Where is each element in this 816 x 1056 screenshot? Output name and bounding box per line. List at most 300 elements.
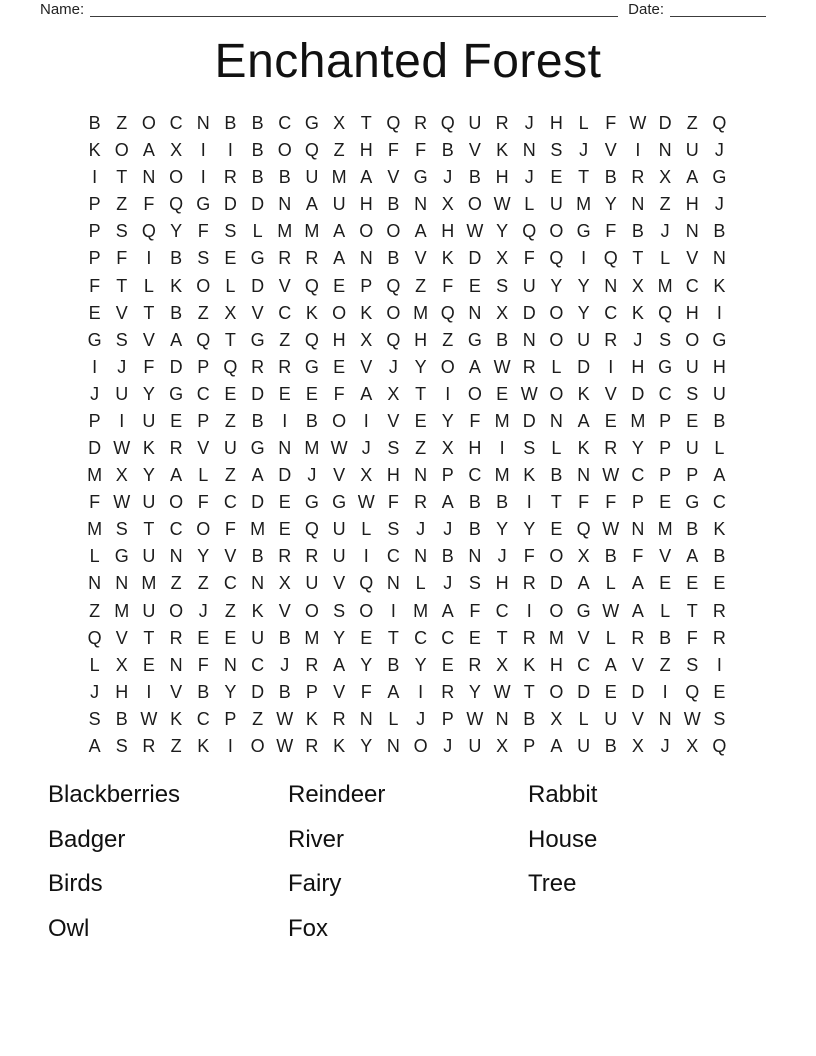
grid-letter: E [686, 573, 699, 594]
grid-letter: O [277, 140, 292, 161]
grid-letter: X [496, 302, 509, 323]
grid-letter: X [224, 302, 237, 323]
grid-letter: N [631, 519, 645, 540]
grid-letter: O [549, 681, 564, 702]
grid-letter: Q [603, 248, 618, 269]
grid-letter: U [305, 167, 319, 188]
grid-letter: S [686, 654, 699, 675]
grid-letter: W [493, 681, 511, 702]
grid-letter: R [278, 356, 292, 377]
grid-letter: F [442, 275, 454, 296]
grid-letter: U [604, 708, 618, 729]
grid-letter: O [549, 383, 564, 404]
grid-letter: Q [549, 248, 564, 269]
grid-letter: V [170, 681, 183, 702]
grid-letter: V [686, 248, 699, 269]
grid-letter: X [441, 194, 454, 215]
grid-letter: E [333, 356, 346, 377]
grid-letter: Y [496, 221, 509, 242]
grid-letter: K [305, 708, 318, 729]
grid-letter: N [386, 573, 400, 594]
grid-letter: O [359, 221, 374, 242]
grid-letter: U [251, 627, 265, 648]
grid-letter: N [169, 546, 183, 567]
grid-letter: Z [224, 410, 236, 431]
grid-letter: A [631, 600, 644, 621]
grid-letter: P [686, 465, 699, 486]
grid-letter: R [169, 627, 183, 648]
grid-letter: V [197, 438, 210, 459]
grid-letter: Y [441, 410, 454, 431]
grid-letter: K [170, 275, 183, 296]
grid-letter: A [170, 465, 183, 486]
grid-letter: I [499, 438, 505, 459]
grid-letter: E [414, 410, 427, 431]
grid-letter: H [332, 329, 346, 350]
grid-letter: Y [577, 302, 590, 323]
grid-letter: Y [414, 356, 427, 377]
grid-letter: L [551, 356, 562, 377]
grid-letter: U [223, 438, 237, 459]
grid-letter: R [522, 627, 536, 648]
grid-letter: L [660, 248, 671, 269]
grid-letter: C [169, 519, 183, 540]
grid-letter: D [251, 275, 265, 296]
grid-letter: R [468, 654, 482, 675]
grid-letter: B [224, 113, 237, 134]
grid-letter: M [277, 221, 293, 242]
grid-letter: S [659, 329, 672, 350]
grid-letter: K [251, 600, 264, 621]
grid-letter: B [468, 492, 481, 513]
grid-letter: V [631, 708, 644, 729]
grid-letter: O [196, 519, 211, 540]
grid-letter: Z [279, 329, 291, 350]
grid-letter: E [278, 519, 291, 540]
grid-letter: G [250, 329, 265, 350]
grid-letter: O [685, 329, 700, 350]
grid-letter: A [577, 573, 590, 594]
grid-letter: I [227, 735, 233, 756]
grid-letter: E [224, 627, 237, 648]
grid-letter: R [332, 708, 346, 729]
grid-letter: O [386, 302, 401, 323]
grid-letter: F [605, 113, 617, 134]
grid-letter: M [250, 519, 266, 540]
grid-letter: S [496, 275, 509, 296]
grid-letter: R [223, 167, 237, 188]
grid-letter: E [604, 681, 617, 702]
grid-letter: L [252, 221, 263, 242]
grid-letter: E [496, 383, 509, 404]
grid-letter: G [250, 438, 265, 459]
grid-letter: Z [659, 194, 671, 215]
grid-letter: N [414, 465, 428, 486]
grid-letter: V [659, 546, 672, 567]
grid-letter: G [413, 167, 428, 188]
grid-letter: O [332, 302, 347, 323]
grid-letter: N [359, 248, 373, 269]
grid-letter: Q [169, 194, 184, 215]
grid-letter: F [578, 492, 590, 513]
grid-letter: H [468, 438, 482, 459]
grid-letter: C [658, 383, 672, 404]
grid-letter: J [714, 140, 724, 161]
grid-letter: Q [386, 275, 401, 296]
grid-letter: T [224, 329, 236, 350]
grid-letter: Q [440, 302, 455, 323]
grid-letter: D [88, 438, 102, 459]
grid-letter: H [549, 654, 563, 675]
grid-letter: D [549, 573, 563, 594]
grid-letter: O [549, 302, 564, 323]
grid-letter: K [170, 708, 183, 729]
grid-letter: X [659, 167, 672, 188]
grid-letter: V [333, 573, 346, 594]
grid-letter: Z [415, 438, 427, 459]
grid-letter: G [169, 383, 184, 404]
grid-letter: Q [359, 573, 374, 594]
grid-letter: C [223, 492, 237, 513]
grid-letter: X [496, 248, 509, 269]
grid-letter: T [116, 275, 128, 296]
grid-letter: F [415, 140, 427, 161]
grid-letter: G [304, 492, 319, 513]
grid-letter: C [685, 275, 699, 296]
grid-letter: N [495, 708, 509, 729]
grid-letter: N [278, 438, 292, 459]
grid-letter: L [198, 465, 209, 486]
grid-letter: X [115, 654, 128, 675]
grid-letter: K [142, 438, 155, 459]
grid-letter: E [360, 627, 373, 648]
grid-letter: Z [224, 600, 236, 621]
grid-letter: R [305, 735, 319, 756]
grid-letter: I [526, 492, 532, 513]
grid-letter: F [197, 221, 209, 242]
grid-letter: Z [252, 708, 264, 729]
grid-letter: F [143, 356, 155, 377]
grid-letter: I [146, 681, 152, 702]
grid-letter: B [278, 681, 291, 702]
grid-letter: U [468, 735, 482, 756]
grid-letter: K [305, 302, 318, 323]
grid-letter: H [685, 302, 699, 323]
grid-letter: N [549, 410, 563, 431]
grid-letter: T [415, 383, 427, 404]
grid-letter: U [142, 600, 156, 621]
word-list-item: House [528, 825, 598, 853]
grid-letter: E [197, 627, 210, 648]
grid-letter: L [388, 708, 399, 729]
grid-letter: E [224, 248, 237, 269]
grid-letter: O [250, 735, 265, 756]
grid-letter: X [496, 654, 509, 675]
grid-letter: T [523, 681, 535, 702]
grid-letter: K [631, 302, 644, 323]
grid-letter: V [278, 275, 291, 296]
grid-letter: Z [442, 329, 454, 350]
grid-letter: H [495, 573, 509, 594]
grid-letter: R [278, 546, 292, 567]
grid-letter: G [685, 492, 700, 513]
grid-letter: X [387, 383, 400, 404]
grid-letter: W [113, 492, 131, 513]
grid-letter: C [223, 573, 237, 594]
grid-letter: Y [360, 654, 373, 675]
grid-letter: F [632, 546, 644, 567]
grid-letter: E [170, 410, 183, 431]
grid-letter: M [413, 600, 429, 621]
grid-letter: S [115, 221, 128, 242]
grid-letter: Z [197, 302, 209, 323]
grid-letter: Y [631, 438, 644, 459]
grid-letter: I [92, 356, 98, 377]
grid-letter: X [577, 546, 590, 567]
grid-letter: Z [224, 465, 236, 486]
grid-letter: I [662, 681, 668, 702]
grid-letter: E [659, 492, 672, 513]
grid-letter: S [333, 600, 346, 621]
grid-letter: Y [142, 465, 155, 486]
grid-letter: L [361, 519, 372, 540]
grid-letter: H [359, 140, 373, 161]
grid-letter: A [360, 167, 373, 188]
grid-letter: O [114, 140, 129, 161]
grid-letter: N [359, 708, 373, 729]
grid-letter: S [115, 519, 128, 540]
grid-letter: O [549, 329, 564, 350]
grid-letter: W [357, 492, 375, 513]
word-list-item: Birds [48, 870, 103, 897]
grid-letter: R [414, 492, 428, 513]
grid-letter: F [89, 492, 101, 513]
grid-letter: E [224, 383, 237, 404]
grid-letter: J [307, 465, 317, 486]
grid-letter: A [631, 573, 644, 594]
grid-letter: U [468, 113, 482, 134]
grid-letter: C [386, 546, 400, 567]
grid-letter: K [441, 248, 454, 269]
grid-letter: R [712, 600, 726, 621]
grid-letter: K [713, 519, 726, 540]
grid-letter: M [494, 465, 510, 486]
grid-letter: G [114, 546, 129, 567]
word-list-column [288, 773, 528, 951]
grid-letter: Q [304, 329, 319, 350]
grid-letter: P [523, 735, 536, 756]
grid-letter: E [142, 654, 155, 675]
grid-letter: R [604, 329, 618, 350]
grid-letter: O [169, 167, 184, 188]
word-list-item: Badger [48, 825, 126, 853]
grid-letter: Q [304, 275, 319, 296]
grid-letter: N [223, 654, 237, 675]
grid-letter: F [605, 221, 617, 242]
grid-letter: N [142, 167, 156, 188]
grid-letter: M [114, 600, 130, 621]
grid-letter: N [658, 708, 672, 729]
grid-letter: I [363, 410, 369, 431]
grid-letter: B [251, 410, 264, 431]
grid-letter: F [469, 600, 481, 621]
grid-letter: D [251, 681, 265, 702]
grid-letter: D [658, 113, 672, 134]
word-list-item: Fox [288, 914, 329, 942]
grid-letter: V [387, 410, 400, 431]
grid-letter: B [604, 735, 617, 756]
grid-letter: B [88, 113, 101, 134]
grid-letter: Y [604, 194, 617, 215]
grid-letter: D [577, 356, 591, 377]
grid-letter: X [360, 465, 373, 486]
grid-letter: F [387, 140, 399, 161]
grid-letter: N [115, 573, 129, 594]
grid-letter: V [468, 140, 481, 161]
grid-letter: Q [658, 302, 673, 323]
grid-letter: O [413, 735, 428, 756]
grid-letter: V [414, 248, 427, 269]
grid-letter: I [418, 681, 424, 702]
grid-letter: G [712, 329, 727, 350]
grid-letter: W [466, 221, 484, 242]
grid-letter: A [577, 410, 590, 431]
grid-letter: H [712, 356, 726, 377]
grid-letter: O [196, 275, 211, 296]
grid-letter: C [251, 654, 265, 675]
grid-letter: L [89, 654, 100, 675]
grid-letter: I [363, 546, 369, 567]
grid-letter: J [714, 194, 724, 215]
grid-letter: Q [522, 221, 537, 242]
grid-letter: C [278, 113, 292, 134]
grid-letter: B [604, 167, 617, 188]
grid-letter: E [441, 654, 454, 675]
grid-letter: B [115, 708, 128, 729]
grid-letter: U [685, 140, 699, 161]
grid-letter: P [197, 410, 210, 431]
grid-letter: E [468, 627, 481, 648]
name-blank-line [90, 1, 618, 17]
grid-letter: R [441, 681, 455, 702]
grid-letter: V [224, 546, 237, 567]
grid-letter: X [631, 735, 644, 756]
grid-letter: N [658, 140, 672, 161]
grid-letter: D [278, 465, 292, 486]
grid-letter: V [251, 302, 264, 323]
grid-letter: E [88, 302, 101, 323]
grid-letter: I [716, 302, 722, 323]
grid-letter: F [523, 546, 535, 567]
grid-letter: S [115, 329, 128, 350]
grid-letter: J [90, 383, 100, 404]
grid-letter: J [280, 654, 290, 675]
grid-letter: A [414, 221, 427, 242]
grid-letter: V [577, 627, 590, 648]
grid-letter: B [659, 627, 672, 648]
grid-letter: B [468, 519, 481, 540]
grid-letter: M [576, 194, 592, 215]
grid-letter: U [332, 194, 346, 215]
header [40, 1, 766, 19]
grid-letter: R [278, 248, 292, 269]
grid-letter: B [550, 465, 563, 486]
grid-letter: H [685, 194, 699, 215]
grid-letter: Z [686, 113, 698, 134]
grid-letter: T [143, 627, 155, 648]
grid-letter: F [523, 248, 535, 269]
grid-letter: W [140, 708, 158, 729]
grid-letter: X [550, 708, 563, 729]
grid-letter: L [714, 438, 725, 459]
grid-letter: B [387, 654, 400, 675]
grid-letter: K [360, 302, 373, 323]
word-list-item: Rabbit [528, 781, 598, 808]
grid-letter: T [387, 627, 399, 648]
grid-letter: S [224, 221, 237, 242]
grid-letter: F [116, 248, 128, 269]
grid-letter: V [360, 356, 373, 377]
grid-letter: I [119, 410, 125, 431]
grid-letter: U [142, 546, 156, 567]
grid-letter: J [416, 708, 426, 729]
grid-letter: R [522, 573, 536, 594]
grid-letter: E [305, 383, 318, 404]
grid-letter: A [333, 248, 346, 269]
grid-letter: I [445, 383, 451, 404]
grid-letter: N [468, 302, 482, 323]
grid-letter: E [713, 573, 726, 594]
grid-letter: S [88, 708, 101, 729]
grid-letter: K [88, 140, 101, 161]
grid-letter: V [631, 654, 644, 675]
grid-letter: M [331, 167, 347, 188]
grid-letter: C [278, 302, 292, 323]
grid-letter: I [390, 600, 396, 621]
grid-letter: W [602, 465, 620, 486]
grid-letter: B [713, 546, 726, 567]
grid-letter: N [522, 140, 536, 161]
grid-letter: O [169, 492, 184, 513]
grid-letter: W [602, 519, 620, 540]
grid-letter: Y [468, 681, 481, 702]
grid-letter: X [360, 329, 373, 350]
grid-letter: U [115, 383, 129, 404]
grid-letter: G [658, 356, 673, 377]
grid-letter: N [604, 275, 618, 296]
grid-letter: H [549, 113, 563, 134]
grid-letter: Y [496, 519, 509, 540]
page-title: Enchanted Forest [214, 35, 602, 88]
grid-letter: R [631, 167, 645, 188]
grid-letter: P [360, 275, 373, 296]
grid-letter: U [577, 329, 591, 350]
grid-letter: N [414, 194, 428, 215]
grid-letter: E [278, 383, 291, 404]
grid-letter: W [113, 438, 131, 459]
grid-letter: H [386, 465, 400, 486]
grid-letter: R [169, 438, 183, 459]
grid-letter: R [631, 627, 645, 648]
word-list-item: Reindeer [288, 781, 386, 808]
grid-letter: N [88, 573, 102, 594]
grid-letter: H [359, 194, 373, 215]
grid-letter: D [577, 681, 591, 702]
grid-letter: C [441, 627, 455, 648]
grid-letter: Y [197, 546, 210, 567]
grid-letter: B [278, 167, 291, 188]
letter-grid [81, 110, 733, 760]
